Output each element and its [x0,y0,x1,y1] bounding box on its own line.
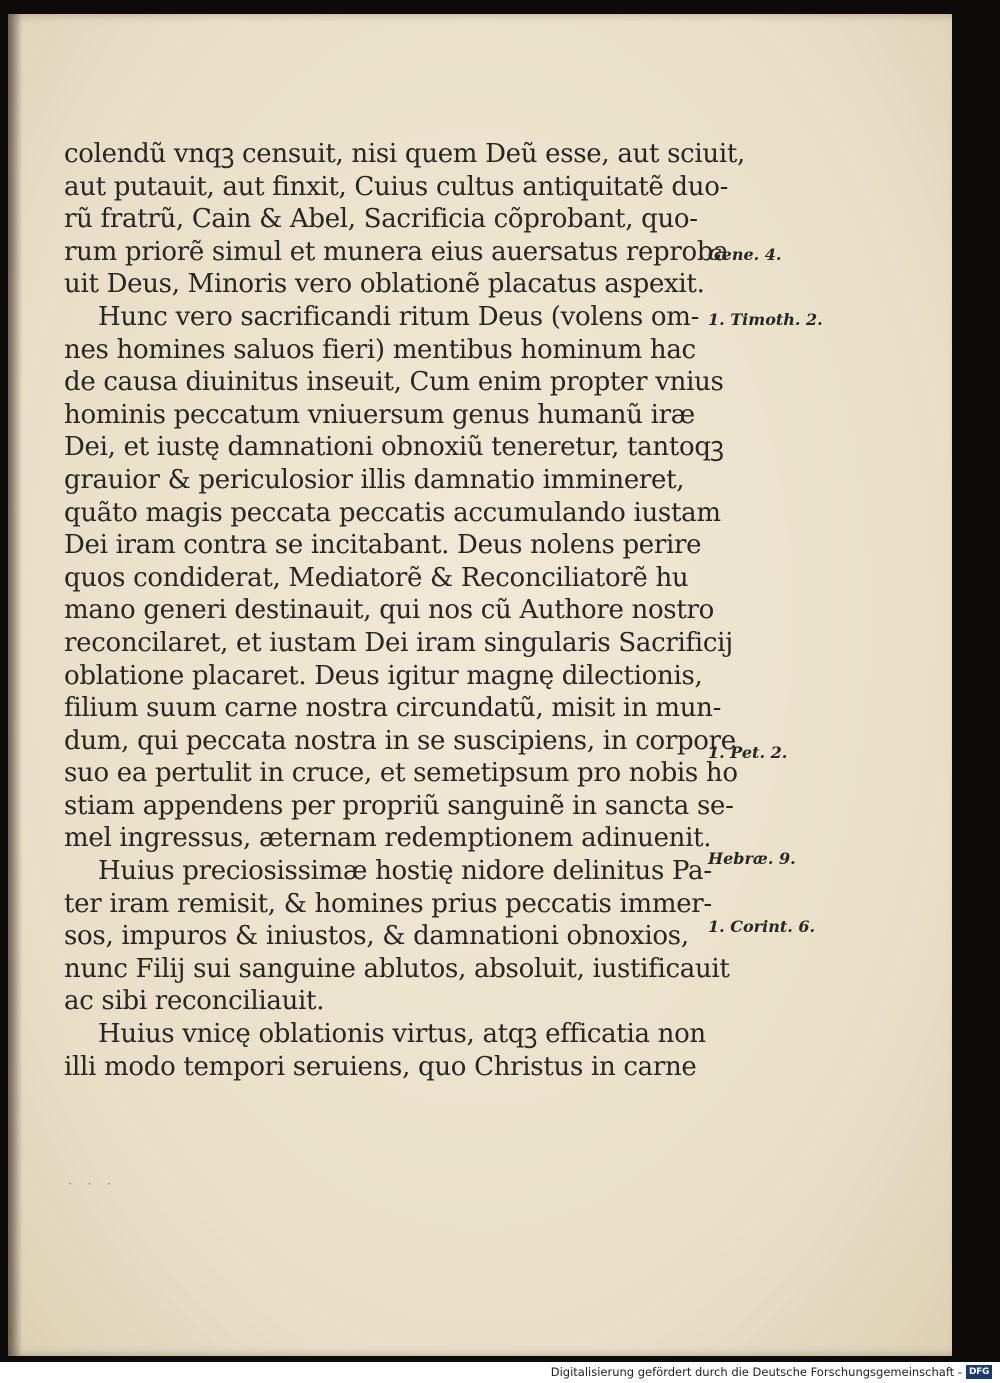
text-line: grauior & periculosior illis damnatio immineret, [64,464,685,495]
margin-note: Gene. 4. [708,245,782,264]
text-line: stiam appendens per propriũ sanguinẽ in sancta se- [64,790,734,821]
text-line: ac sibi reconciliauit. [64,986,325,1017]
text-line: quãto magis peccata peccatis accumulando iustam [64,497,721,528]
text-line: Huius preciosissimæ hostię nidore delinitus Pa- [98,856,712,887]
text-line: oblatione placaret. Deus igitur magnę dilectionis, [64,660,703,691]
text-line: filium suum carne nostra circundatũ, misit in mun- [64,693,722,724]
text-line: mel ingressus, æternam redemptionem adinuenit. [64,823,712,854]
digitization-footer [0,1362,1000,1383]
text-line: Dei, et iustę damnationi obnoxiũ teneretur, tantoqꝫ [64,432,724,463]
text-line: de causa diuinitus inseuit, Cum enim propter vnius [64,367,724,398]
text-line: mano generi destinauit, qui nos cũ Authore nostro [64,595,714,626]
text-line: quos condiderat, Mediatorẽ & Reconciliatorẽ hu [64,562,689,593]
text-line: reconcilaret, et iustam Dei iram singularis Sacrificij [64,627,733,658]
margin-note: Hebræ. 9. [708,849,796,868]
text-line: illi modo tempori seruiens, quo Christus in carne [64,1051,697,1082]
ink-specks: · · · [68,1177,118,1191]
margin-note: 1. Pet. 2. [708,743,788,762]
text-line: ter iram remisit, & homines prius peccatis immer- [64,888,712,919]
text-line: nunc Filij sui sanguine ablutos, absoluit, iustificauit [64,953,730,984]
margin-note: 1. Corint. 6. [708,917,816,936]
text-line: colendũ vnqꝫ censuit, nisi quem Deũ esse, aut sciuit, [64,139,745,169]
text-line: rũ fratrũ, Cain & Abel, Sacrificia cõprobant, quo- [64,204,698,235]
text-line: aut putauit, aut finxit, Cuius cultus antiquitatẽ duo- [64,171,729,202]
text-line: suo ea pertulit in cruce, et semetipsum pro nobis ho [64,758,738,789]
text-line: sos, impuros & iniustos, & damnationi obnoxios, [64,921,689,952]
margin-note: 1. Timoth. 2. [708,310,823,329]
text-line: Hunc vero sacrificandi ritum Deus (volens om- [98,301,700,332]
text-line: rum priorẽ simul et munera eius auersatus reproba [64,236,729,267]
text-line: dum, qui peccata nostra in se suscipiens, in corpore [64,725,736,756]
text-line: Dei iram contra se incitabant. Deus nolens perire [64,530,702,561]
page-spine-shadow [8,14,22,1356]
text-line: Huius vnicę oblationis virtus, atqꝫ efficatia non [98,1019,706,1050]
dfg-logo-icon: DFG [966,1365,992,1379]
text-line: nes homines saluos fieri) mentibus hominum hac [64,334,696,365]
footer-credit: Digitalisierung gefördert durch die Deutsche Forschungsgemeinschaft - [550,1365,962,1379]
text-line: hominis peccatum vniuersum genus humanũ iræ [64,399,695,430]
book-page [8,14,952,1356]
text-line: uit Deus, Minoris vero oblationẽ placatus aspexit. [64,269,705,300]
